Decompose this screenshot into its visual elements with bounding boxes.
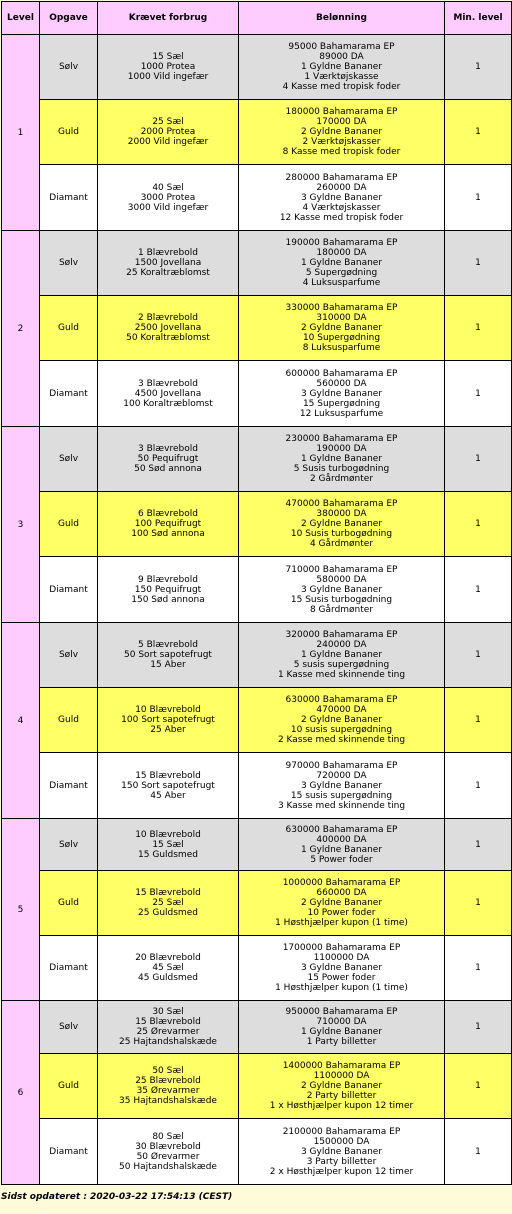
reward-item: 1 Kasse med skinnende ting: [277, 670, 406, 680]
table-row: [2, 1001, 512, 1054]
min-level-cell: 1: [445, 427, 512, 492]
min-level-cell: 1: [445, 871, 512, 936]
reward-item: 330000 Bahamarama EP: [285, 303, 398, 313]
required-cell: [98, 1054, 239, 1119]
required-cell: [98, 165, 239, 231]
reward-cell: [239, 1001, 445, 1054]
reward-item: 3 Gyldne Bananer: [300, 388, 383, 399]
reward-item: 5 Supergødning: [305, 268, 378, 278]
reward-item: 2 Gyldne Bananer: [300, 898, 383, 908]
reward-cell: [239, 557, 445, 623]
reward-item: 1 Høsthjælper kupon (1 time): [275, 983, 408, 993]
task-cell: Sølv: [40, 819, 98, 871]
reward-item: 720000 DA: [316, 770, 367, 781]
task-cell: Sølv: [40, 231, 98, 296]
table-row: [2, 623, 512, 688]
reward-item: 12 Luksusparfume: [299, 408, 384, 419]
level-cell: 3: [2, 427, 40, 623]
min-level-cell: 1: [445, 231, 512, 296]
min-level-cell: 1: [445, 936, 512, 1001]
reward-item: 230000 Bahamarama EP: [285, 434, 398, 444]
min-level-cell: 1: [445, 165, 512, 231]
reward-item: 180000 DA: [316, 248, 367, 258]
reward-item: 15 Susis turbogødning: [290, 594, 393, 605]
required-item: 3 Blævrebold: [138, 378, 198, 389]
reward-item: 2 x Høsthjælper kupon 12 timer: [269, 1166, 414, 1177]
required-item: 15 Sæl: [152, 52, 184, 62]
task-cell: Sølv: [40, 427, 98, 492]
table-row: [2, 1119, 512, 1185]
reward-item: 1700000 Bahamarama EP: [282, 943, 401, 953]
reward-item: 310000 DA: [316, 313, 367, 323]
required-item: 20 Blævrebold: [135, 953, 201, 963]
required-item: 25 Sæl: [152, 898, 184, 908]
reward-item: 15 Power foder: [307, 973, 376, 983]
reward-item: 180000 Bahamarama EP: [285, 107, 398, 117]
table-row: [2, 361, 512, 427]
required-item: 45 Guldsmed: [138, 973, 198, 983]
task-cell: Guld: [40, 688, 98, 753]
reward-item: 1000000 Bahamarama EP: [282, 878, 401, 888]
reward-item: 10 Susis turbogødning: [290, 529, 393, 539]
level-cell: 1: [2, 35, 40, 231]
required-item: 3 Blævrebold: [138, 444, 198, 454]
min-level-cell: 1: [445, 361, 512, 427]
table-row: [2, 557, 512, 623]
reward-item: 2 Gyldne Bananer: [300, 127, 383, 137]
task-cell: Guld: [40, 871, 98, 936]
reward-cell: [239, 688, 445, 753]
reward-item: 10 Supergødning: [302, 333, 381, 343]
reward-item: 710000 Bahamarama EP: [285, 564, 398, 575]
reward-item: 15 susis supergødning: [290, 790, 393, 801]
required-item: 50 Sort sapotefrugt: [124, 650, 212, 660]
reward-item: 2100000 Bahamarama EP: [282, 1126, 401, 1137]
reward-item: 1 Gyldne Bananer: [300, 62, 383, 72]
min-level-cell: 1: [445, 1054, 512, 1119]
reward-item: 3 Gyldne Bananer: [300, 192, 383, 203]
required-item: 2000 Vild ingefær: [127, 137, 209, 147]
required-item: 1500 Jovellana: [134, 258, 202, 268]
required-cell: [98, 623, 239, 688]
required-item: 6 Blævrebold: [138, 509, 198, 519]
required-item: 3000 Vild ingefær: [127, 202, 209, 213]
reward-item: 10 susis supergødning: [290, 725, 393, 735]
reward-item: 4 Gårdmønter: [309, 539, 374, 549]
task-cell: Diamant: [40, 936, 98, 1001]
required-item: 50 Koraltræblomst: [126, 333, 210, 343]
required-item: 45 Sæl: [152, 963, 184, 973]
task-cell: Diamant: [40, 753, 98, 819]
min-level-cell: 1: [445, 557, 512, 623]
reward-item: 470000 DA: [316, 705, 367, 715]
required-item: 15 Blævrebold: [135, 888, 201, 898]
reward-item: 1 x Høsthjælper kupon 12 timer: [269, 1101, 414, 1111]
required-item: 5 Blævrebold: [138, 640, 198, 650]
reward-cell: [239, 100, 445, 165]
reward-cell: [239, 753, 445, 819]
reward-item: 4 Værktøjskasser: [302, 202, 381, 213]
reward-cell: [239, 492, 445, 557]
level-cell: 5: [2, 819, 40, 1001]
required-item: 25 Koraltræblomst: [126, 268, 210, 278]
required-item: 100 Koraltræblomst: [123, 398, 213, 409]
reward-item: 1 Gyldne Bananer: [300, 844, 383, 855]
reward-item: 580000 DA: [316, 574, 367, 585]
reward-item: 4 Luksusparfume: [302, 278, 381, 288]
header-required: Krævet forbrug: [98, 2, 239, 35]
task-cell: Diamant: [40, 1119, 98, 1185]
table-row: [2, 492, 512, 557]
required-item: 30 Blævrebold: [135, 1141, 201, 1152]
reward-item: 630000 Bahamarama EP: [285, 824, 398, 835]
table-row: [2, 296, 512, 361]
required-cell: [98, 492, 239, 557]
reward-cell: [239, 165, 445, 231]
reward-item: 1400000 Bahamarama EP: [282, 1061, 401, 1071]
reward-item: 190000 DA: [316, 444, 367, 454]
required-item: 30 Sæl: [152, 1007, 184, 1017]
reward-item: 4 Kasse med tropisk foder: [282, 82, 401, 92]
reward-item: 2 Gyldne Bananer: [300, 519, 383, 529]
table-row: [2, 100, 512, 165]
reward-cell: [239, 361, 445, 427]
task-cell: Guld: [40, 100, 98, 165]
required-item: 45 Aber: [150, 790, 186, 801]
reward-cell: [239, 871, 445, 936]
reward-item: 710000 DA: [316, 1017, 367, 1027]
reward-item: 380000 DA: [316, 509, 367, 519]
required-item: 15 Blævrebold: [135, 770, 201, 781]
required-cell: [98, 427, 239, 492]
required-item: 40 Sæl: [152, 182, 184, 193]
min-level-cell: 1: [445, 296, 512, 361]
reward-item: 8 Luksusparfume: [302, 343, 381, 353]
table-row: [2, 936, 512, 1001]
required-item: 10 Blævrebold: [135, 705, 201, 715]
reward-cell: [239, 35, 445, 100]
reward-item: 260000 DA: [316, 182, 367, 193]
min-level-cell: 1: [445, 35, 512, 100]
reward-cell: [239, 819, 445, 871]
reward-item: 1 Party billetter: [306, 1037, 377, 1047]
min-level-cell: 1: [445, 623, 512, 688]
reward-item: 240000 DA: [316, 640, 367, 650]
table-row: [2, 871, 512, 936]
required-item: 25 Aber: [150, 725, 186, 735]
header-task: Opgave: [40, 2, 98, 35]
reward-item: 10 Power foder: [307, 908, 376, 918]
required-item: 10 Blævrebold: [135, 829, 201, 840]
reward-item: 1 Gyldne Bananer: [300, 650, 383, 660]
task-cell: Guld: [40, 296, 98, 361]
required-cell: [98, 871, 239, 936]
required-item: 80 Sæl: [152, 1131, 184, 1142]
reward-item: 3 Gyldne Bananer: [300, 584, 383, 595]
reward-item: 2 Gårdmønter: [309, 474, 374, 484]
reward-item: 660000 DA: [316, 888, 367, 898]
reward-item: 2 Gyldne Bananer: [300, 323, 383, 333]
min-level-cell: 1: [445, 1001, 512, 1054]
reward-cell: [239, 1119, 445, 1185]
required-item: 50 Pequifrugt: [137, 454, 199, 464]
level-cell: 2: [2, 231, 40, 427]
required-cell: [98, 753, 239, 819]
reward-item: 2 Gyldne Bananer: [300, 1081, 383, 1091]
table-row: [2, 753, 512, 819]
reward-item: 95000 Bahamarama EP: [288, 42, 395, 52]
header-reward: Belønning: [239, 2, 445, 35]
min-level-cell: 1: [445, 819, 512, 871]
level-cell: 4: [2, 623, 40, 819]
required-cell: [98, 819, 239, 871]
required-item: 25 Guldsmed: [138, 908, 198, 918]
required-cell: [98, 100, 239, 165]
header-level: Level: [2, 2, 40, 35]
required-item: 15 Guldsmed: [138, 849, 198, 860]
reward-item: 1 Høsthjælper kupon (1 time): [275, 918, 408, 928]
reward-item: 970000 Bahamarama EP: [285, 760, 398, 771]
required-item: 2500 Jovellana: [134, 323, 202, 333]
min-level-cell: 1: [445, 688, 512, 753]
required-item: 50 Sæl: [152, 1066, 184, 1076]
reward-item: 3 Gyldne Bananer: [300, 963, 383, 973]
required-cell: [98, 361, 239, 427]
last-updated: Sidst opdateret : 2020-03-22 17:54:13 (CEST): [1, 1192, 233, 1202]
task-cell: Sølv: [40, 1001, 98, 1054]
reward-cell: [239, 427, 445, 492]
required-item: 1 Blævrebold: [138, 248, 198, 258]
reward-item: 1500000 DA: [313, 1136, 370, 1147]
reward-cell: [239, 1054, 445, 1119]
reward-item: 3 Gyldne Bananer: [300, 1146, 383, 1157]
required-cell: [98, 688, 239, 753]
reward-item: 1100000 DA: [313, 953, 370, 963]
reward-item: 280000 Bahamarama EP: [285, 172, 398, 183]
required-item: 35 Hajtandshalskæde: [119, 1096, 217, 1106]
table-row: [2, 1054, 512, 1119]
required-item: 2 Blævrebold: [138, 313, 198, 323]
required-item: 25 Hajtandshalskæde: [119, 1037, 217, 1047]
required-item: 150 Sort sapotefrugt: [121, 780, 215, 791]
required-cell: [98, 296, 239, 361]
required-item: 100 Sød annona: [131, 529, 205, 539]
required-cell: [98, 557, 239, 623]
reward-item: 3 Party billetter: [306, 1156, 377, 1167]
reward-item: 8 Kasse med tropisk foder: [282, 147, 401, 157]
required-item: 25 Ørevarmer: [136, 1027, 200, 1037]
required-item: 50 Sød annona: [134, 464, 202, 474]
task-cell: Guld: [40, 1054, 98, 1119]
reward-item: 2 Party billetter: [306, 1091, 377, 1101]
required-item: 100 Sort sapotefrugt: [121, 715, 215, 725]
required-item: 150 Sød annona: [131, 594, 205, 605]
reward-item: 2 Kasse med skinnende ting: [277, 735, 406, 745]
required-cell: [98, 35, 239, 100]
min-level-cell: 1: [445, 753, 512, 819]
table-row: [2, 165, 512, 231]
required-item: 1000 Vild ingefær: [127, 72, 209, 82]
level-cell: 6: [2, 1001, 40, 1185]
reward-item: 1 Gyldne Bananer: [300, 258, 383, 268]
reward-item: 560000 DA: [316, 378, 367, 389]
reward-item: 5 Susis turbogødning: [293, 464, 390, 474]
reward-item: 2 Gyldne Bananer: [300, 715, 383, 725]
reward-item: 320000 Bahamarama EP: [285, 630, 398, 640]
required-cell: [98, 231, 239, 296]
min-level-cell: 1: [445, 100, 512, 165]
required-item: 100 Pequifrugt: [134, 519, 202, 529]
min-level-cell: 1: [445, 492, 512, 557]
task-cell: Sølv: [40, 623, 98, 688]
reward-item: 630000 Bahamarama EP: [285, 695, 398, 705]
reward-item: 190000 Bahamarama EP: [285, 238, 398, 248]
reward-item: 950000 Bahamarama EP: [285, 1007, 398, 1017]
table-row: [2, 427, 512, 492]
reward-item: 5 susis supergødning: [293, 660, 390, 670]
reward-item: 3 Kasse med skinnende ting: [277, 800, 406, 811]
table-row: [2, 819, 512, 871]
required-item: 50 Hajtandshalskæde: [119, 1161, 217, 1172]
required-cell: [98, 1001, 239, 1054]
task-cell: Guld: [40, 492, 98, 557]
reward-item: 170000 DA: [316, 117, 367, 127]
table-row: [2, 231, 512, 296]
reward-item: 1100000 DA: [313, 1071, 370, 1081]
reward-cell: [239, 231, 445, 296]
reward-item: 15 Supergødning: [302, 398, 381, 409]
required-item: 15 Blævrebold: [135, 1017, 201, 1027]
required-item: 150 Pequifrugt: [134, 584, 202, 595]
header-row: [2, 2, 512, 35]
required-cell: [98, 936, 239, 1001]
required-item: 35 Ørevarmer: [136, 1086, 200, 1096]
reward-item: 89000 DA: [319, 52, 364, 62]
reward-item: 5 Power foder: [310, 854, 373, 865]
reward-item: 1 Værktøjskasse: [304, 72, 379, 82]
reward-cell: [239, 296, 445, 361]
task-cell: Sølv: [40, 35, 98, 100]
required-item: 3000 Protea: [140, 192, 196, 203]
task-cell: Diamant: [40, 361, 98, 427]
reward-item: 600000 Bahamarama EP: [285, 368, 398, 379]
reward-item: 1 Gyldne Bananer: [300, 1027, 383, 1037]
table-row: [2, 35, 512, 100]
reward-item: 2 Værktøjskasser: [302, 137, 381, 147]
reward-item: 470000 Bahamarama EP: [285, 499, 398, 509]
reward-cell: [239, 623, 445, 688]
min-level-cell: 1: [445, 1119, 512, 1185]
required-cell: [98, 1119, 239, 1185]
reward-item: 400000 DA: [316, 834, 367, 845]
required-item: 15 Sæl: [152, 839, 184, 850]
rewards-table: [1, 1, 512, 1185]
required-item: 9 Blævrebold: [138, 574, 198, 585]
reward-item: 3 Gyldne Bananer: [300, 780, 383, 791]
required-item: 50 Ørevarmer: [136, 1151, 200, 1162]
required-item: 25 Sæl: [152, 117, 184, 127]
required-item: 15 Aber: [150, 660, 186, 670]
reward-item: 12 Kasse med tropisk foder: [279, 212, 404, 223]
task-cell: Diamant: [40, 165, 98, 231]
task-cell: Diamant: [40, 557, 98, 623]
required-item: 2000 Protea: [140, 127, 196, 137]
table-body: [2, 35, 512, 1185]
reward-item: 1 Gyldne Bananer: [300, 454, 383, 464]
required-item: 1000 Protea: [140, 62, 196, 72]
required-item: 4500 Jovellana: [134, 388, 202, 399]
header-min-level: Min. level: [445, 2, 512, 35]
required-item: 25 Blævrebold: [135, 1076, 201, 1086]
reward-item: 8 Gårdmønter: [309, 604, 374, 615]
table-row: [2, 688, 512, 753]
reward-cell: [239, 936, 445, 1001]
